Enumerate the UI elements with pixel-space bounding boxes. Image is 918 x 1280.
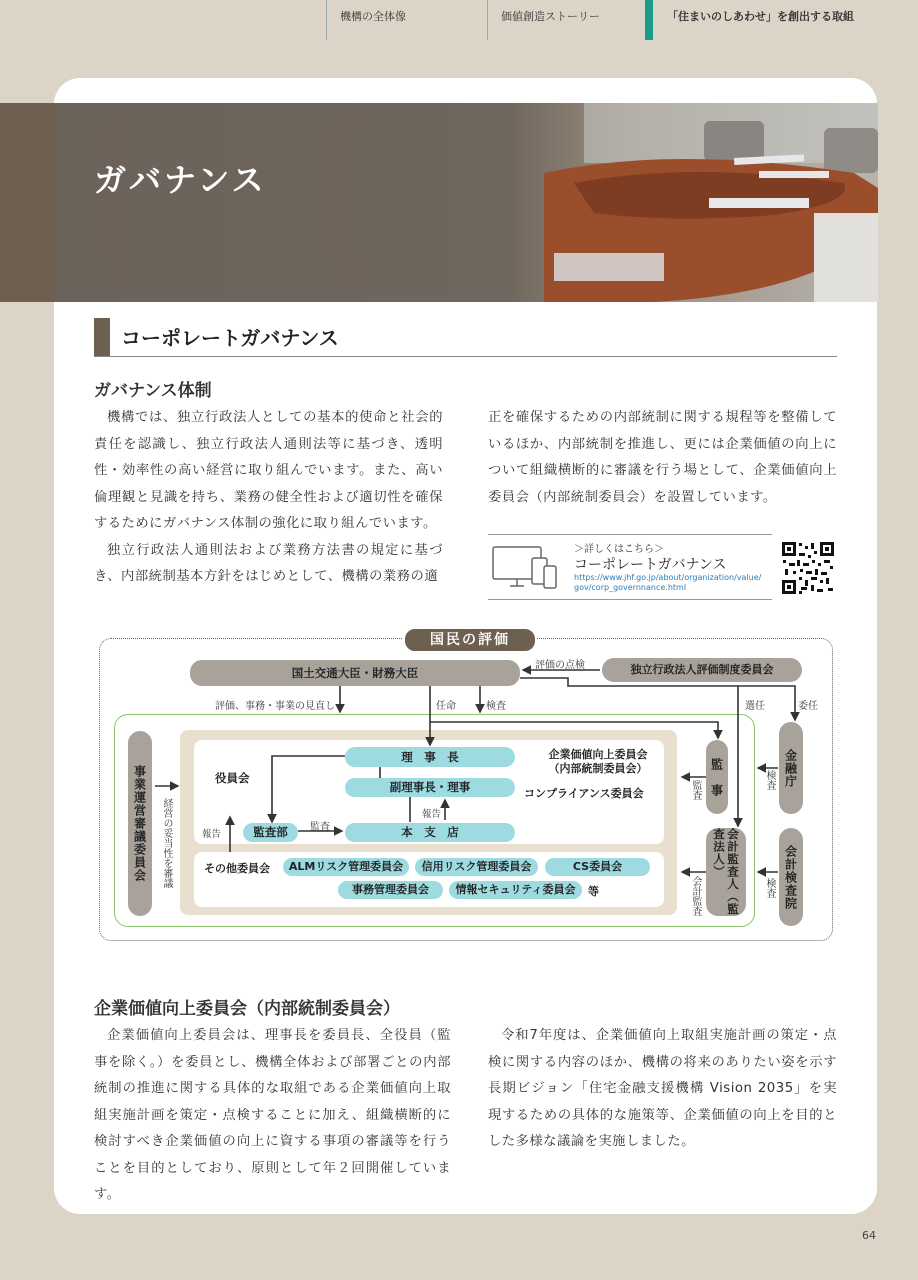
head-branch-office-box: 本 支 店 [345,823,515,842]
label-entrust: 委任 [798,701,818,712]
label-report-lower: 報告 [202,829,222,840]
compliance-committee-label: コンプライアンス委員会 [524,787,644,800]
page-title: ガバナンス [94,161,267,199]
auditor-label: 監 事 [709,757,724,797]
board-of-audit-label: 会計検査院 [783,844,798,910]
fsa-box [779,722,803,814]
value-committee-paragraph-left [94,1023,451,1209]
public-evaluation-banner: 国民の評価 [403,627,537,653]
president-box: 理 事 長 [345,747,515,767]
label-boa-inspect: 検査 [764,878,775,898]
link-title[interactable]: コーポレートガバナンス [574,557,727,573]
etc-label: 等 [588,885,599,898]
page-number: 64 [862,1229,876,1242]
value-committee-p2: 令和7年度は、企業価値向上取組実施計画の策定・点検に関する内容のほか、機構の将来のありたい姿を示す長期ビジョン「住宅金融支援機構 Vision 2035」を実現するための具体的な施策等、企業価値の向上を目的とした多様な議論を実施しました。 [488,1028,837,1149]
value-committee-box [533,748,663,776]
cs-committee-box: CS委員会 [545,858,650,876]
link-lead: ＞詳しくはこちら＞ [574,544,664,555]
admin-committee-box: 事務管理委員会 [338,881,443,899]
accounting-auditor-box [706,828,746,916]
label-deliberate: 経営の妥当性を審議 [161,798,172,888]
other-committees-label: その他委員会 [204,862,270,875]
accounting-auditor-label: 会計監査人（監査法人） [712,828,740,916]
link-url-line1[interactable]: https://www.jhf.go.jp/about/organization/value/ [574,573,762,582]
label-audit: 監査 [310,822,330,833]
board-of-audit-box [779,828,803,926]
label-appoint: 任命 [436,701,456,712]
evaluation-committee-box: 独立行政法人評価制度委員会 [602,658,802,682]
tab-overview[interactable]: 機構の全体像 [340,10,406,23]
label-fsa-inspect: 検査 [764,770,775,790]
link-url-line2[interactable]: gov/corp_governnance.html [574,583,687,592]
minister-box: 国土交通大臣・財務大臣 [190,660,520,686]
section-title: コーポレートガバナンス [121,326,339,350]
credit-risk-committee-box: 信用リスク管理委員会 [415,858,538,876]
business-council-label: 事業運営審議委員会 [132,765,147,882]
value-committee-heading: 企業価値向上委員会（内部統制委員会） [94,999,400,1019]
governance-p2-start: 独立行政法人通則法および業務方法書の規定に基づき、内部統制基本方針をはじめとして、機構の業務の適 [94,542,443,584]
governance-p1: 機構では、独立行政法人としての基本的使命と社会的責任を認識し、独立行政法人通則法等に基づき、透明性・効率性の高い経営に取り組んでいます。また、高い倫理観と見識を持ち、業務の健全性および適切性を確保するためにガバナンス体制の強化に取り組んでいます。 [94,410,443,531]
value-committee-line1: 企業価値向上委員会 [548,748,648,761]
infosec-committee-box: 情報セキュリティ委員会 [449,881,582,899]
tab-value-story[interactable]: 価値創造ストーリー [501,10,600,23]
fsa-label: 金融庁 [783,748,798,788]
label-inspect: 検査 [486,701,506,712]
governance-p2-cont: 正を確保するための内部統制に関する規程等を整備しているほか、内部統制を推進し、更には企業価値の向上について組織横断的に審議を行う場として、企業価値向上委員会（内部統制委員会）を設置しています。 [488,410,837,505]
label-report-upper: 報告 [422,809,442,820]
vice-president-box: 副理事長・理事 [345,778,515,797]
value-committee-paragraph-right [488,1023,837,1156]
governance-heading: ガバナンス体制 [94,381,212,401]
label-evaluation-check: 評価の点検 [535,660,585,671]
label-review: 評価、事務・事業の見直し [215,701,335,712]
tab-happiness-initiatives[interactable]: 「住まいのしあわせ」を創出する取組 [667,10,854,23]
audit-dept-box: 監査部 [243,823,298,842]
auditor-box [706,740,728,814]
label-audit-vertical: 監査 [690,780,701,800]
label-accounting-audit: 会計監査 [690,876,701,916]
board-label: 役員会 [215,771,250,785]
label-select: 選任 [745,701,765,712]
alm-committee-box: ALMリスク管理委員会 [283,858,409,876]
value-committee-p1: 企業価値向上委員会は、理事長を委員長、全役員（監事を除く。）を委員とし、機構全体および部署ごとの内部統制の推進に関する具体的な取組である企業価値向上取組実施計画を策定・点検することに加え、組織横断的に検討すべき企業価値の向上に資する事項の審議等を行うことを目的としており、原則として年２回開催しています。 [94,1028,451,1202]
business-council-box [128,731,152,916]
value-committee-line2: （内部統制委員会） [548,762,648,775]
